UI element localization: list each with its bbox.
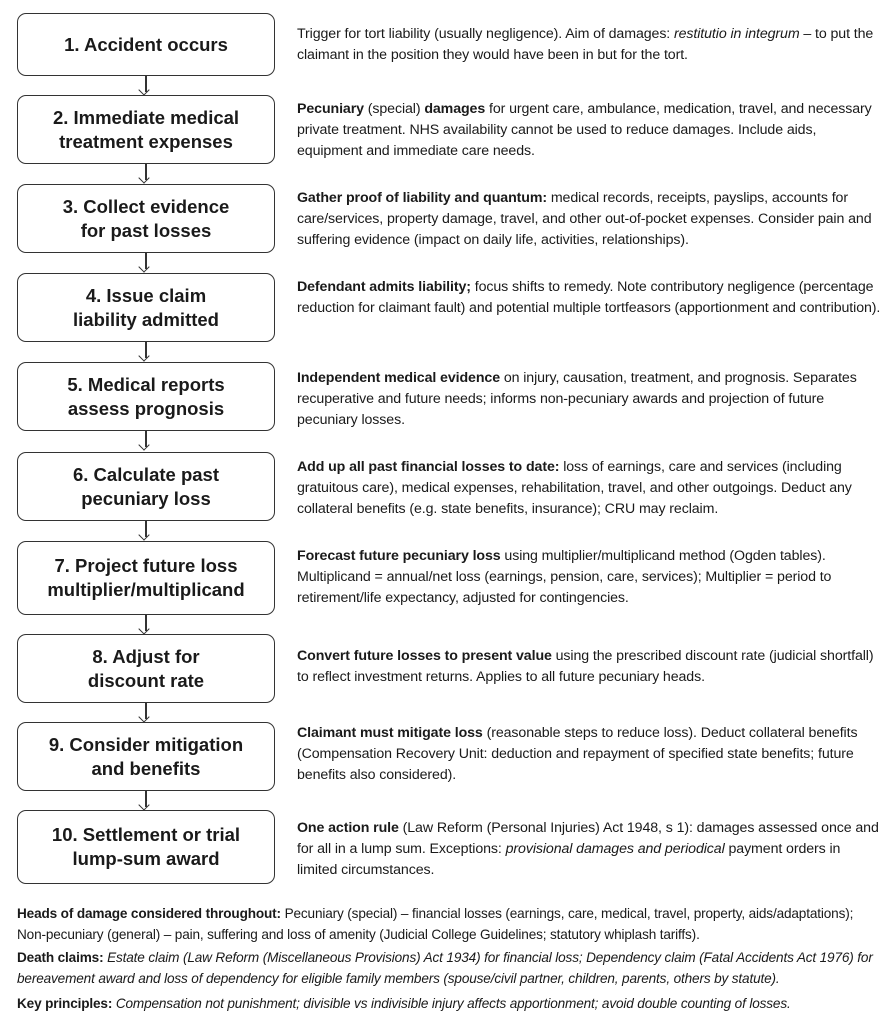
arrow-down-icon [139,342,153,360]
step-4-title-line2: liability admitted [73,308,219,330]
step-1-box [17,13,275,76]
step-4-box [17,273,275,342]
arrow-down-icon [139,76,153,94]
step-3-title-line2: for past losses [80,219,212,241]
step-7-title-line2: multiplier/multiplicand [47,579,245,600]
step-8-description: Convert future losses to present value using the prescribed discount rate (judicial shortfall) to reflect investment returns. Applies to all future pecuniary heads. [297,648,874,685]
step-4-description: Defendant admits liability; focus shifts to remedy. Note contributory negligence (percentage reduction for claimant fault) and potential multiple tortfeasors (apportionment and contribution). [297,279,881,316]
step-8-title-line2: discount rate [87,669,205,691]
step-9-description: Claimant must mitigate loss (reasonable steps to reduce loss). Deduct collateral benefits (Compensation Recovery Unit: deduction and repayment of specified state benefits; future benefits also considered). [297,725,858,783]
step-2-box [17,95,275,164]
step-5-box [17,362,275,431]
step-10-description: One action rule (Law Reform (Personal Injuries) Act 1948, s 1): damages assessed once and for all in a lump sum. Exceptions: provisional damages and periodical payment orders in limited circumstances. [297,820,879,878]
step-3-title-line1: 3. Collect evidence [62,195,230,217]
key-principles-note: Key principles: Compensation not punishment; divisible vs indivisible injury affects apportionment; avoid double counting of losses. [17,996,791,1011]
step-6-description: Add up all past financial losses to date: loss of earnings, care and services (including gratuitous care), medical expenses, rehabilitation, travel, and other outgoings. Deduct any collateral benefits (e.g. state benefits, insurance); CRU may reclaim. [297,459,852,517]
step-6-title-line2: pecuniary loss [81,487,211,509]
arrow-down-icon [139,521,153,539]
death-claims-note: Death claims: Estate claim (Law Reform (Miscellaneous Provisions) Act 1934) for financial loss; Dependency claim (Fatal Accidents Act 1976) for bereavement award and loss of dependency for eligible family members (spouse/civil partner, children, parents, others by statute). [17,950,873,986]
step-3-description: Gather proof of liability and quantum: medical records, receipts, payslips, accounts for care/services, property damage, travel, and other out-of-pocket expenses. Consider pain and suffering evidence (impact on daily life, activities, relationships). [297,190,872,248]
step-2-title-line1: 2. Immediate medical [52,106,240,128]
step-9-title-line2: and benefits [91,757,201,779]
step-10-title-line2: lump-sum award [72,848,220,869]
arrow-down-icon [139,164,153,182]
step-3-box [17,184,275,253]
step-8-box [17,634,275,703]
step-1-title: 1. Accident occurs [64,33,228,55]
arrow-down-icon [139,703,153,721]
arrow-down-icon [139,431,153,449]
step-9-title-line1: 9. Consider mitigation [48,733,244,755]
step-1-description: Trigger for tort liability (usually negligence). Aim of damages: restitutio in integrum – to put the claimant in the position they would have been in but for the tort. [297,26,874,63]
step-8-title-line1: 8. Adjust for [92,645,200,667]
step-7-description: Forecast future pecuniary loss using multiplier/multiplicand method (Ogden tables). Multiplicand = annual/net loss (earnings, pension, care, services); Multiplier = period to retirement/life expectancy, adjusted for contingencies. [297,548,832,606]
arrow-down-icon [139,615,153,633]
step-5-title-line1: 5. Medical reports [67,373,225,395]
step-6-title-line1: 6. Calculate past [72,463,219,485]
arrow-down-icon [139,791,153,809]
step-10-title-line1: 10. Settlement or trial [51,824,241,845]
step-6-box [17,452,275,521]
step-10-box [17,810,275,884]
step-2-title-line2: treatment expenses [59,130,233,152]
step-5-title-line2: assess prognosis [67,397,225,419]
step-7-box [17,541,275,615]
step-5-description: Independent medical evidence on injury, causation, treatment, and prognosis. Separates recuperative and future needs; informs non-pecuniary awards and projection of future pecuniary losses. [297,370,857,428]
step-4-title-line1: 4. Issue claim [85,284,207,306]
step-7-title-line1: 7. Project future loss [54,555,238,576]
step-9-box [17,722,275,791]
arrow-down-icon [139,253,153,271]
heads-of-damage-note: Heads of damage considered throughout: Pecuniary (special) – financial losses (earnings, care, medical, travel, property, aids/adaptations); Non-pecuniary (general) – pain, suffering and loss of amenity (Judicial College Guidelines; statutory whiplash tariffs). [17,906,854,942]
step-2-description: Pecuniary (special) damages for urgent care, ambulance, medication, travel, and necessary private treatment. NHS availability cannot be used to reduce damages. Include aids, equipment and immediate care needs. [297,101,872,159]
